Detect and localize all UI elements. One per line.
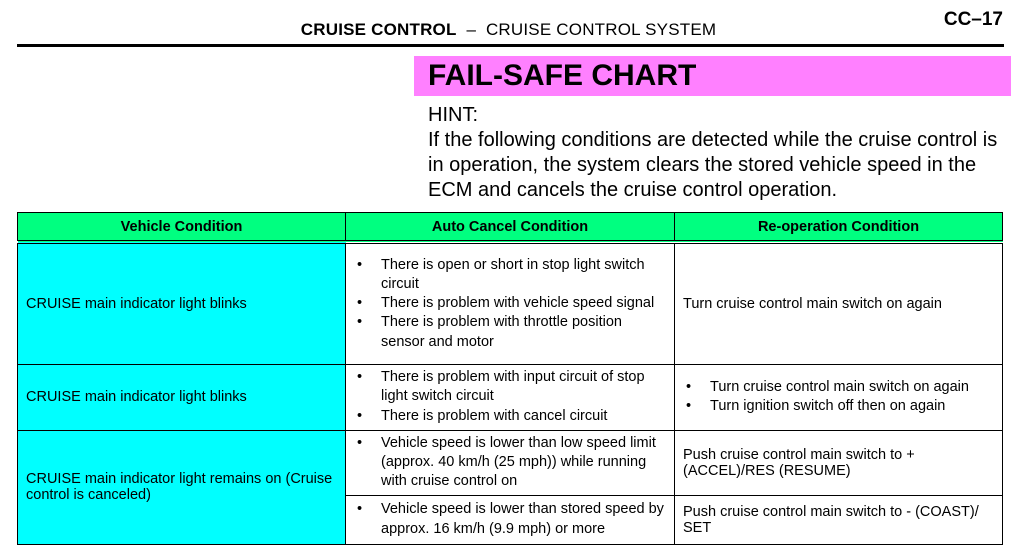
section-header bbox=[0, 20, 1017, 40]
hint-text: If the following conditions are detected while the cruise control is in operation, the system clears the stored vehicle speed in the ECM and cancels the cruise control operation. bbox=[428, 129, 998, 201]
list-item: • Turn ignition switch off then on again bbox=[710, 397, 994, 416]
col-auto-cancel: Auto Cancel Condition bbox=[346, 213, 675, 243]
hint-block bbox=[428, 103, 1008, 203]
list-item: • There is problem with input circuit of stop light switch circuit bbox=[381, 368, 666, 407]
chart-title: FAIL-SAFE CHART bbox=[428, 59, 697, 92]
reoperation-cell: Turn cruise control main switch on again bbox=[675, 242, 1003, 364]
reoperation-cell: Push cruise control main switch to + (ACCEL)/RES (RESUME) bbox=[675, 430, 1003, 495]
page-number: CC–17 bbox=[943, 9, 1003, 30]
table-header-row bbox=[18, 213, 1003, 243]
fail-safe-table bbox=[17, 212, 1003, 545]
auto-cancel-cell bbox=[346, 364, 675, 430]
list-item: • Vehicle speed is lower than low speed limit (approx. 40 km/h (25 mph)) while running with cruise control on bbox=[381, 434, 666, 492]
vehicle-condition-cell: CRUISE main indicator light blinks bbox=[18, 364, 346, 430]
table-row bbox=[18, 430, 1003, 495]
list-item: • There is problem with throttle position sensor and motor bbox=[381, 313, 666, 352]
auto-cancel-cell bbox=[346, 495, 675, 544]
list-item: • Vehicle speed is lower than stored speed by approx. 16 km/h (9.9 mph) or more bbox=[381, 500, 666, 539]
reoperation-cell bbox=[675, 364, 1003, 430]
list-item: • Turn cruise control main switch on again bbox=[710, 378, 994, 397]
section-title-bold: CRUISE CONTROL bbox=[300, 20, 457, 39]
list-item: • There is open or short in stop light switch circuit bbox=[381, 256, 666, 295]
table-row bbox=[18, 242, 1003, 364]
table-row bbox=[18, 364, 1003, 430]
col-vehicle-condition: Vehicle Condition bbox=[18, 213, 346, 243]
list-item: • There is problem with cancel circuit bbox=[381, 407, 666, 426]
section-subtitle: CRUISE CONTROL SYSTEM bbox=[485, 20, 717, 39]
header-rule bbox=[17, 44, 1004, 47]
auto-cancel-cell bbox=[346, 430, 675, 495]
vehicle-condition-cell: CRUISE main indicator light remains on (Cruise control is canceled) bbox=[18, 430, 346, 544]
separator: – bbox=[466, 20, 477, 39]
chart-title-banner bbox=[414, 56, 1011, 96]
col-reoperation: Re-operation Condition bbox=[675, 213, 1003, 243]
auto-cancel-cell bbox=[346, 242, 675, 364]
list-item: • There is problem with vehicle speed signal bbox=[381, 294, 666, 313]
reoperation-cell: Push cruise control main switch to - (COAST)/ SET bbox=[675, 495, 1003, 544]
vehicle-condition-cell: CRUISE main indicator light blinks bbox=[18, 242, 346, 364]
hint-label: HINT: bbox=[428, 104, 478, 126]
